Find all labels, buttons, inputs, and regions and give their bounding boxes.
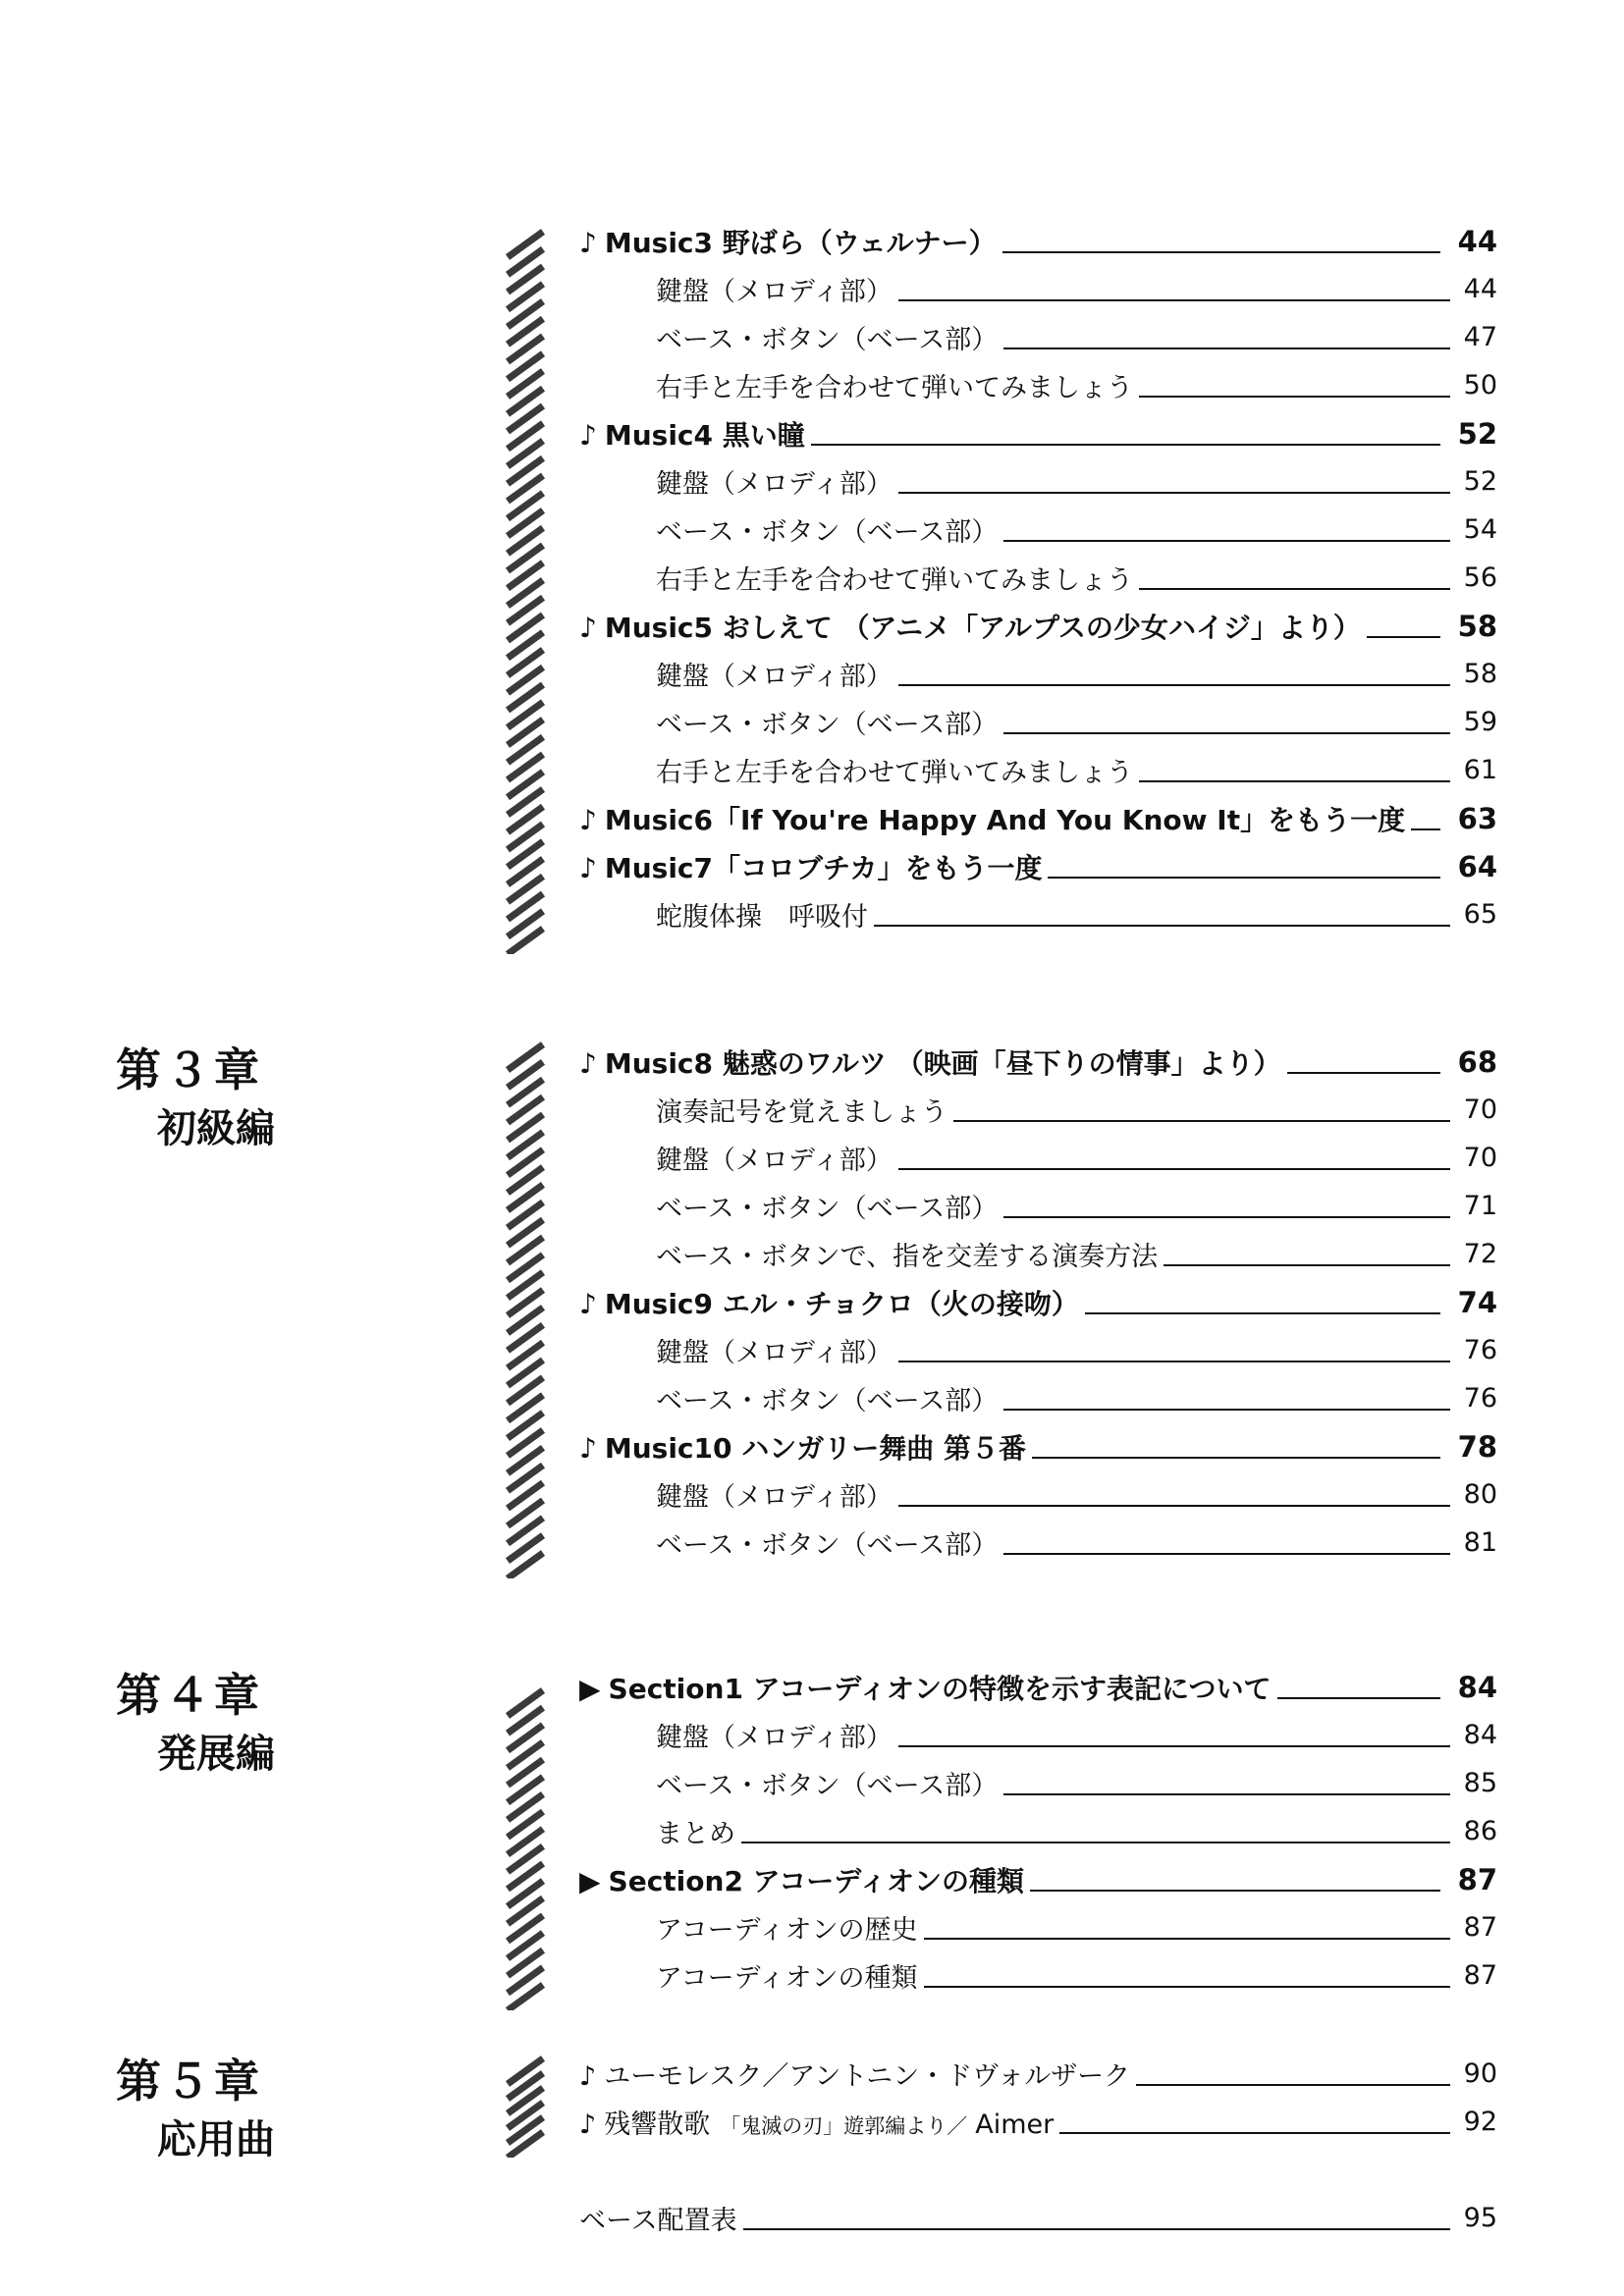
- leader-line: [1003, 1553, 1450, 1555]
- leader-line: [874, 925, 1450, 927]
- page-number: 84: [1457, 1670, 1497, 1704]
- triangle-bullet-icon: ▶: [579, 1864, 601, 1897]
- leader-line: [1003, 1409, 1450, 1411]
- page-number: 76: [1463, 1335, 1497, 1365]
- toc-title: 鍵盤（メロディ部）: [656, 1338, 893, 1368]
- leader-line: [1048, 877, 1440, 879]
- toc-label: [656, 655, 893, 693]
- toc-title: Music8 魅惑のワルツ （映画「昼下りの情事」より）: [604, 1046, 1281, 1080]
- toc-label: [656, 1235, 1158, 1273]
- leader-line: [898, 1361, 1450, 1362]
- toc-subentry[interactable]: [579, 2194, 1497, 2242]
- toc-title: 鍵盤（メロディ部）: [656, 1146, 893, 1176]
- leader-line: [953, 1120, 1450, 1122]
- page-number: 87: [1463, 1912, 1497, 1943]
- toc-subentry[interactable]: [579, 361, 1497, 409]
- toc-subentry[interactable]: [579, 890, 1497, 938]
- toc-title: Music9 エル・チョクロ（火の接吻）: [604, 1287, 1079, 1320]
- toc-title: ベース・ボタン（ベース部）: [656, 517, 999, 548]
- toc-group-appendix: [579, 2194, 1497, 2242]
- music-note-icon: ♪: [579, 1431, 597, 1465]
- music-note-icon: ♪: [579, 418, 597, 452]
- toc-label: [579, 607, 1361, 646]
- toc-label: [579, 2055, 1130, 2093]
- toc-title: 鍵盤（メロディ部）: [656, 1723, 893, 1753]
- toc-subentry[interactable]: [579, 698, 1497, 746]
- toc-subentry[interactable]: [579, 1374, 1497, 1422]
- toc-label: [656, 366, 1133, 404]
- leader-line: [1411, 828, 1440, 830]
- hatch-decoration: [504, 1041, 551, 1578]
- toc-subentry[interactable]: [579, 650, 1497, 698]
- toc-title: Music7「コロブチカ」をもう一度: [604, 851, 1043, 884]
- toc-group-chapter-4: [579, 1663, 1497, 2000]
- toc-title: 演奏記号を覚えましょう: [656, 1097, 947, 1128]
- toc-subentry[interactable]: [579, 2050, 1497, 2098]
- toc-entry[interactable]: [579, 602, 1497, 650]
- leader-line: [1367, 636, 1440, 638]
- leader-line: [1059, 2132, 1450, 2134]
- toc-title: ベース・ボタン（ベース部）: [656, 1530, 999, 1561]
- toc-label: [579, 1427, 1026, 1467]
- leader-line: [1003, 540, 1450, 542]
- chapter-title: 発展編: [157, 1732, 275, 1777]
- page-number: 44: [1463, 274, 1497, 304]
- chapter-number: 第５章: [116, 2055, 263, 2108]
- music-note-icon: ♪: [579, 2109, 597, 2140]
- hatch-decoration: [504, 228, 551, 954]
- toc-title: まとめ: [656, 1819, 735, 1849]
- page-number: 70: [1463, 1143, 1497, 1173]
- toc-title: ベース・ボタン（ベース部）: [656, 325, 999, 355]
- toc-label: [656, 1379, 998, 1417]
- toc-label: [579, 414, 805, 454]
- toc-subentry[interactable]: [579, 1182, 1497, 1230]
- toc-label: [656, 559, 1133, 597]
- hatch-decoration: [504, 2055, 551, 2158]
- leader-line: [1287, 1072, 1440, 1074]
- leader-line: [811, 444, 1440, 446]
- toc-artist: Aimer: [975, 2109, 1055, 2140]
- page-number: 56: [1463, 562, 1497, 593]
- page-number: 76: [1463, 1383, 1497, 1414]
- chapter-3-label: [116, 1041, 275, 1158]
- leader-line: [1003, 1793, 1450, 1795]
- toc-label: [656, 462, 893, 501]
- toc-title: ベース・ボタン（ベース部）: [656, 1194, 999, 1224]
- toc-title: 鍵盤（メロディ部）: [656, 1482, 893, 1513]
- toc-label: [656, 1908, 918, 1947]
- toc-title: 鍵盤（メロディ部）: [656, 469, 893, 500]
- page-number: 64: [1457, 849, 1497, 883]
- toc-entry[interactable]: [579, 794, 1497, 842]
- toc-title: Music10 ハンガリー舞曲 第５番: [604, 1431, 1026, 1465]
- leader-line: [898, 299, 1450, 301]
- toc-entry[interactable]: [579, 409, 1497, 457]
- toc-label: [656, 270, 893, 308]
- toc-subentry[interactable]: [579, 1086, 1497, 1134]
- toc-label: [656, 1523, 998, 1562]
- toc-label: [579, 847, 1042, 886]
- toc-group-chapter-2: [579, 217, 1497, 938]
- toc-group-chapter-5: [579, 2050, 1497, 2146]
- toc-label: [579, 1860, 1024, 1899]
- toc-entry[interactable]: [579, 217, 1497, 265]
- toc-subentry[interactable]: [579, 313, 1497, 361]
- toc-subentry[interactable]: [579, 1951, 1497, 2000]
- page-number: 54: [1463, 514, 1497, 545]
- toc-source-note: 「鬼滅の刃」遊郭編より／: [720, 2114, 968, 2138]
- toc-subentry[interactable]: [579, 1759, 1497, 1807]
- page-number: 92: [1463, 2107, 1497, 2137]
- chapter-5-label: [116, 2052, 275, 2169]
- page-number: 74: [1457, 1285, 1497, 1319]
- leader-line: [1030, 1890, 1440, 1892]
- leader-line: [898, 1745, 1450, 1747]
- leader-line: [1164, 1264, 1450, 1266]
- page-number: 52: [1463, 466, 1497, 497]
- toc-label: [656, 510, 998, 549]
- toc-label: [656, 1764, 998, 1802]
- toc-title: 右手と左手を合わせて弾いてみましょう: [656, 565, 1133, 596]
- leader-line: [1032, 1457, 1440, 1459]
- toc-subentry[interactable]: [579, 746, 1497, 794]
- leader-line: [898, 492, 1450, 494]
- page-number: 52: [1457, 416, 1497, 451]
- toc-entry[interactable]: [579, 1855, 1497, 1903]
- toc-title: ユーモレスク／アントニン・ドヴォルザーク: [604, 2061, 1131, 2092]
- chapter-number: 第４章: [116, 1669, 263, 1722]
- toc-label: [656, 1475, 893, 1514]
- page-number: 87: [1457, 1862, 1497, 1896]
- chapter-title: 応用曲: [157, 2117, 275, 2163]
- page-number: 84: [1463, 1720, 1497, 1750]
- page-number: 87: [1463, 1960, 1497, 1991]
- music-note-icon: ♪: [579, 803, 597, 836]
- toc-subentry[interactable]: [579, 1807, 1497, 1855]
- page-number: 65: [1463, 899, 1497, 930]
- page-number: 80: [1463, 1479, 1497, 1510]
- toc-title: ベース・ボタンで、指を交差する演奏方法: [656, 1242, 1159, 1272]
- hatch-decoration: [504, 1686, 551, 2010]
- toc-subentry[interactable]: [579, 1519, 1497, 1567]
- toc-label: [656, 895, 868, 934]
- leader-line: [1002, 251, 1440, 253]
- leader-line: [898, 1505, 1450, 1507]
- page-number: 50: [1463, 370, 1497, 400]
- page-number: 58: [1463, 659, 1497, 689]
- chapter-4-label: [116, 1666, 275, 1784]
- toc-subentry[interactable]: [579, 2098, 1497, 2146]
- page-number: 81: [1463, 1527, 1497, 1558]
- toc-subentry[interactable]: [579, 457, 1497, 506]
- toc-title: 蛇腹体操 呼吸付: [656, 902, 868, 933]
- leader-line: [743, 2228, 1450, 2230]
- toc-title: ベース・ボタン（ベース部）: [656, 1771, 999, 1801]
- page-number: 86: [1463, 1816, 1497, 1846]
- page-number: 90: [1463, 2058, 1497, 2089]
- page-number: 72: [1463, 1239, 1497, 1269]
- leader-line: [1139, 588, 1450, 590]
- music-note-icon: ♪: [579, 851, 597, 884]
- toc-label: [656, 1956, 918, 1995]
- toc-subentry[interactable]: [579, 1470, 1497, 1519]
- toc-title: Section1 アコーディオンの特徴を示す表記について: [608, 1672, 1272, 1705]
- toc-entry[interactable]: [579, 842, 1497, 890]
- toc-title: 右手と左手を合わせて弾いてみましょう: [656, 373, 1133, 403]
- toc-title: 鍵盤（メロディ部）: [656, 662, 893, 692]
- toc-label: [656, 703, 998, 741]
- toc-title: Music4 黒い瞳: [604, 418, 805, 452]
- toc-title: Music5 おしえて （アニメ「アルプスの少女ハイジ」より）: [604, 611, 1361, 644]
- toc-title: Music3 野ばら（ウェルナー）: [604, 226, 997, 259]
- toc-entry[interactable]: [579, 1278, 1497, 1326]
- music-note-icon: ♪: [579, 226, 597, 259]
- toc-title: ベース・ボタン（ベース部）: [656, 710, 999, 740]
- leader-line: [898, 684, 1450, 686]
- toc-label: [656, 1187, 998, 1225]
- toc-label: [656, 751, 1133, 789]
- toc-subentry[interactable]: [579, 1711, 1497, 1759]
- toc-label: [579, 2199, 737, 2237]
- toc-title: ベース配置表: [579, 2206, 737, 2236]
- page-number: 71: [1463, 1191, 1497, 1221]
- page-number: 44: [1457, 224, 1497, 258]
- music-note-icon: ♪: [579, 1287, 597, 1320]
- toc-title: ベース・ボタン（ベース部）: [656, 1386, 999, 1416]
- page-number: 70: [1463, 1095, 1497, 1125]
- leader-line: [1139, 396, 1450, 398]
- toc-label: [656, 1331, 893, 1369]
- toc-subentry[interactable]: [579, 1230, 1497, 1278]
- toc-subentry[interactable]: [579, 1134, 1497, 1182]
- page-number: 59: [1463, 707, 1497, 737]
- toc-subentry[interactable]: [579, 1903, 1497, 1951]
- toc-title: Music6「If You're Happy And You Know It」をもう一度: [604, 803, 1406, 836]
- page-number: 68: [1457, 1044, 1497, 1079]
- leader-line: [1277, 1697, 1441, 1699]
- toc-subentry[interactable]: [579, 554, 1497, 602]
- leader-line: [924, 1986, 1451, 1988]
- toc-label: [656, 1139, 893, 1177]
- toc-title: アコーディオンの歴史: [656, 1915, 918, 1946]
- leader-line: [1003, 1216, 1450, 1218]
- chapter-number: 第３章: [116, 1043, 263, 1096]
- page-number: 63: [1457, 801, 1497, 835]
- toc-entry[interactable]: [579, 1422, 1497, 1470]
- toc-label: [579, 1283, 1079, 1322]
- toc-group-chapter-3: [579, 1038, 1497, 1567]
- toc-subentry[interactable]: [579, 506, 1497, 554]
- page-number: 61: [1463, 755, 1497, 785]
- music-note-icon: ♪: [579, 2061, 597, 2092]
- toc-title: 鍵盤（メロディ部）: [656, 277, 893, 307]
- toc-label: [656, 1091, 947, 1129]
- chapter-title: 初級編: [157, 1106, 275, 1151]
- toc-label: [579, 222, 997, 261]
- page-number: 78: [1457, 1429, 1497, 1464]
- toc-label: [579, 1042, 1281, 1082]
- triangle-bullet-icon: ▶: [579, 1672, 601, 1705]
- toc-label: [656, 1812, 735, 1850]
- page-number: 58: [1457, 609, 1497, 643]
- leader-line: [741, 1842, 1450, 1843]
- toc-entry[interactable]: [579, 1038, 1497, 1086]
- page-number: 85: [1463, 1768, 1497, 1798]
- leader-line: [898, 1168, 1450, 1170]
- leader-line: [1139, 780, 1450, 782]
- leader-line: [1085, 1312, 1440, 1314]
- leader-line: [1003, 732, 1450, 734]
- toc-label: [579, 2103, 1054, 2141]
- page-number: 95: [1463, 2203, 1497, 2233]
- toc-title: Section2 アコーディオンの種類: [608, 1864, 1025, 1897]
- music-note-icon: ♪: [579, 611, 597, 644]
- toc-title: 残響散歌: [604, 2109, 711, 2140]
- leader-line: [1136, 2084, 1450, 2086]
- toc-label: [656, 318, 998, 356]
- toc-label: [579, 1668, 1272, 1707]
- toc-label: [579, 799, 1405, 838]
- toc-subentry[interactable]: [579, 1326, 1497, 1374]
- toc-subentry[interactable]: [579, 265, 1497, 313]
- music-note-icon: ♪: [579, 1046, 597, 1080]
- toc-entry[interactable]: [579, 1663, 1497, 1711]
- toc-title: アコーディオンの種類: [656, 1963, 918, 1994]
- toc-title: 右手と左手を合わせて弾いてみましょう: [656, 758, 1133, 788]
- leader-line: [1003, 347, 1450, 349]
- leader-line: [924, 1938, 1451, 1940]
- page-number: 47: [1463, 322, 1497, 352]
- toc-label: [656, 1716, 893, 1754]
